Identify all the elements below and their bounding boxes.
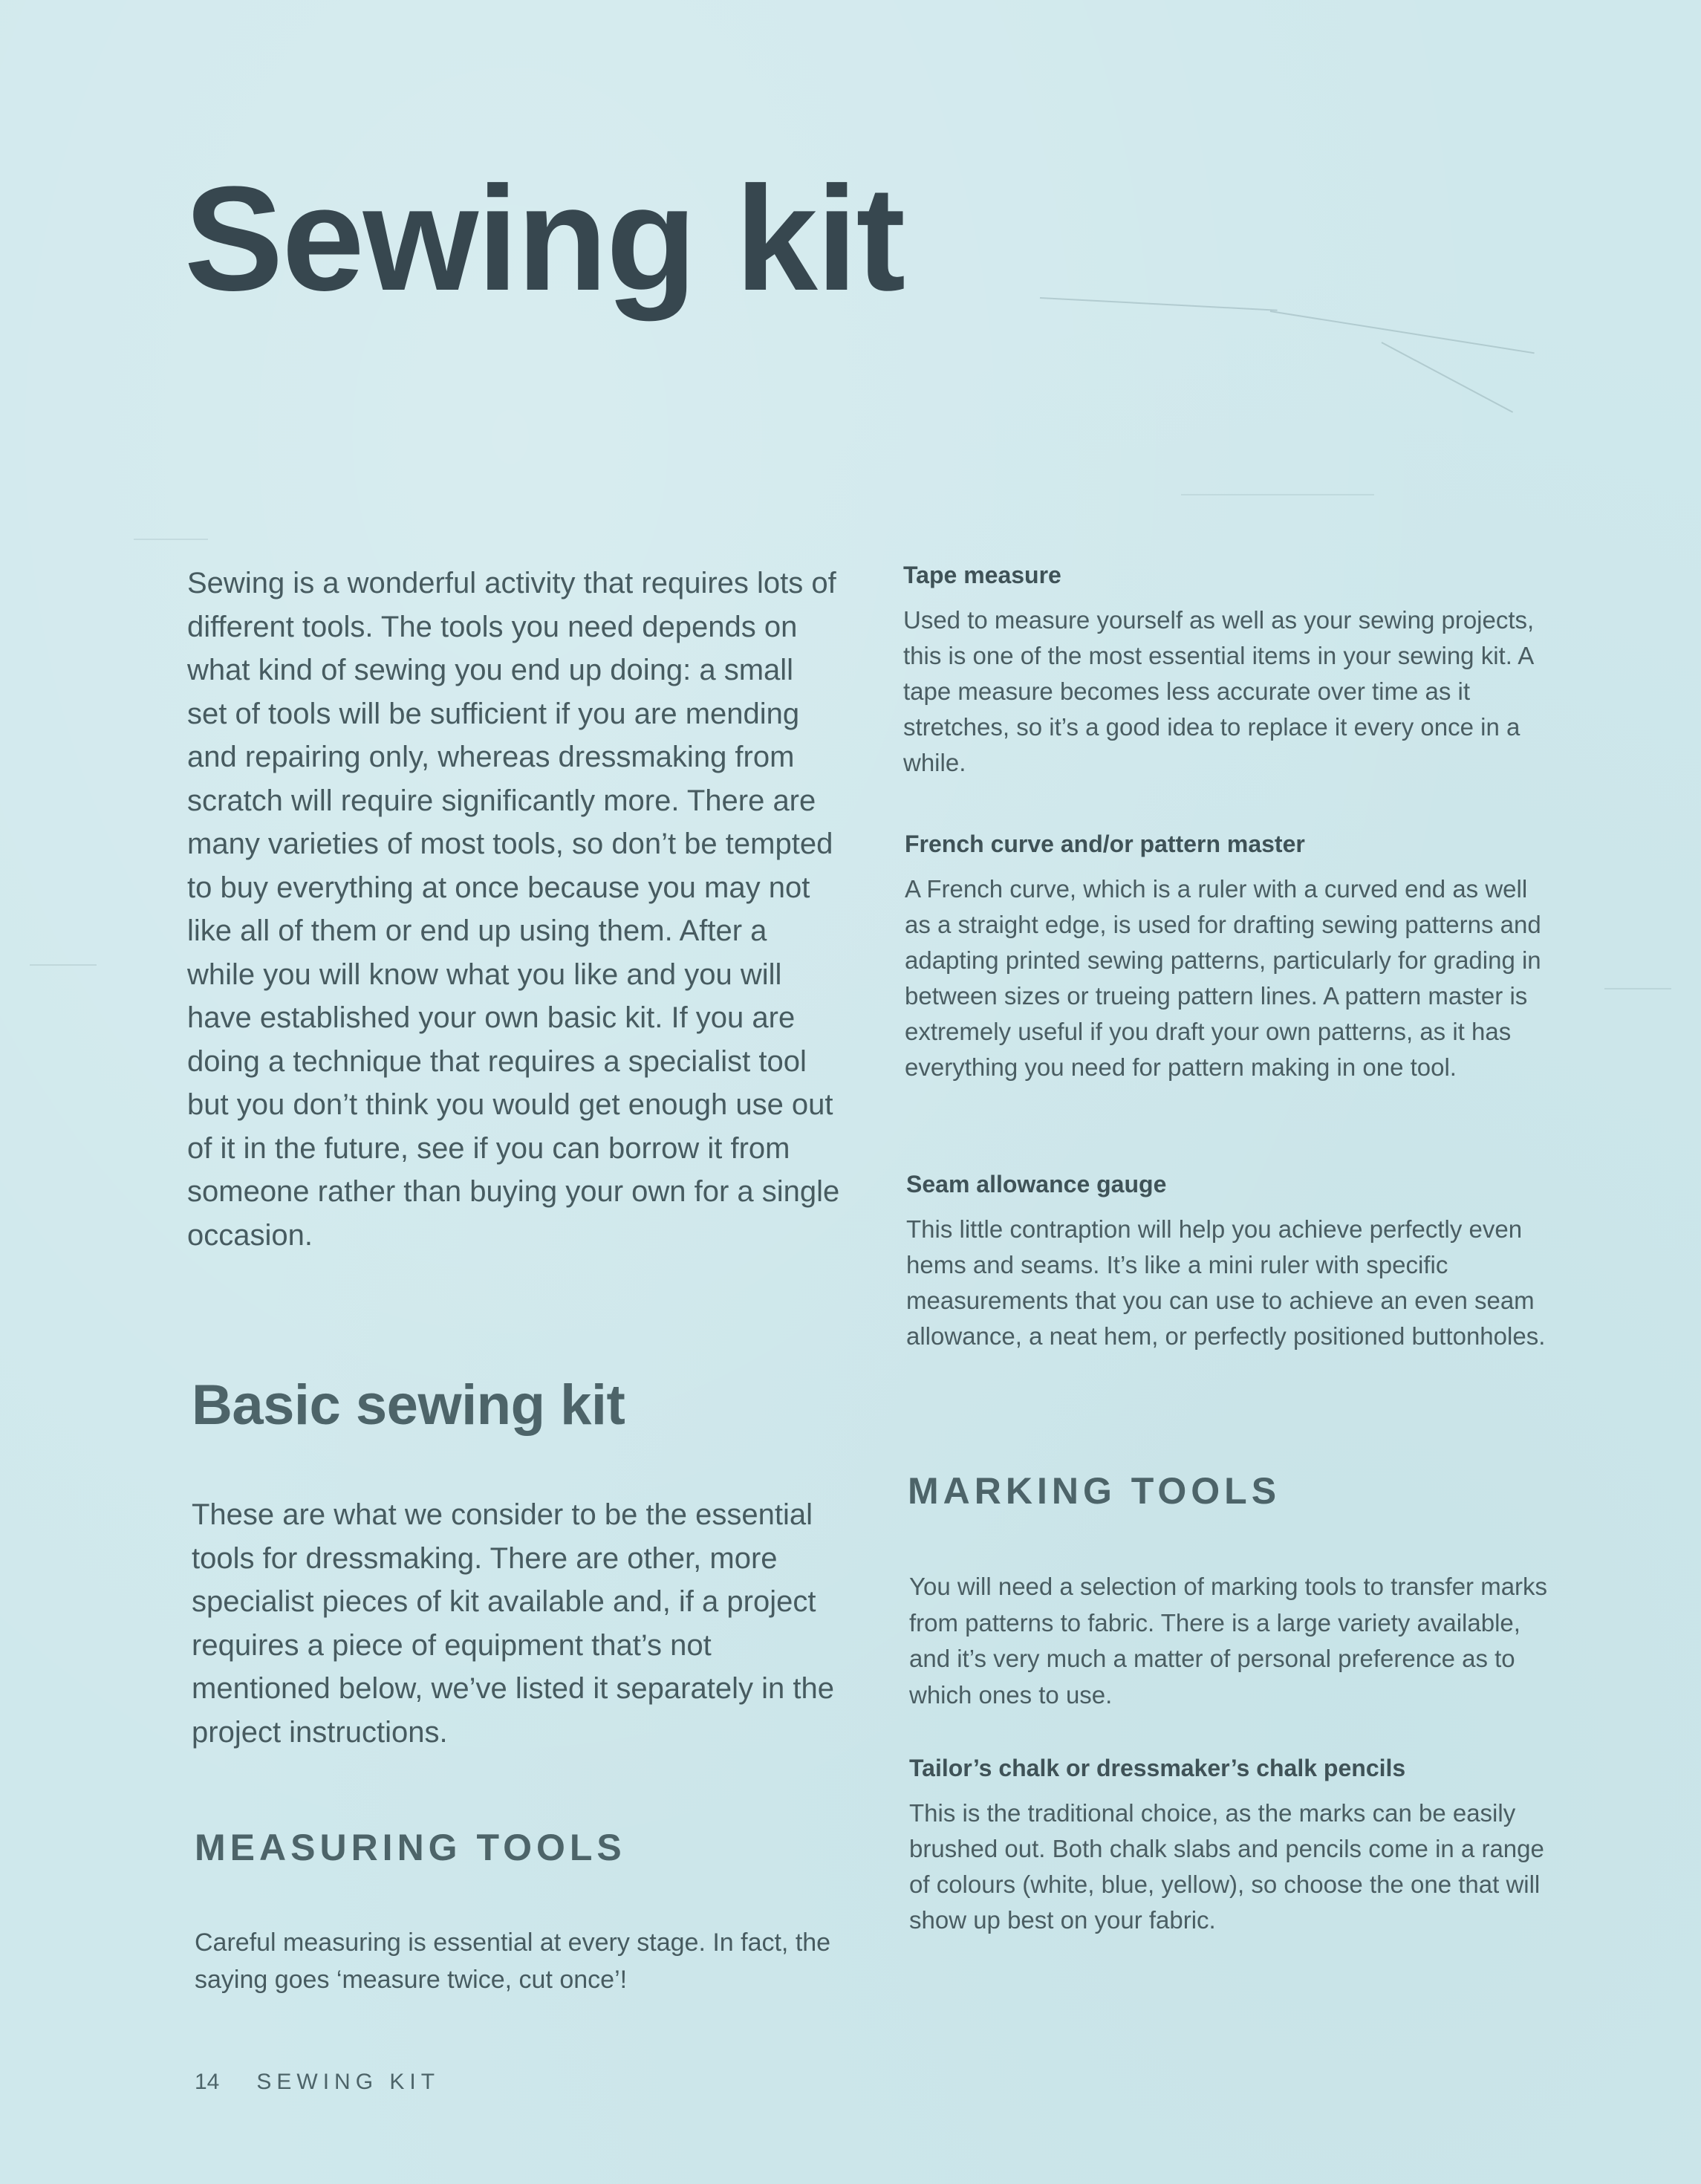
tool-name: French curve and/or pattern master	[905, 831, 1305, 857]
tool-entry-french-curve	[905, 831, 1558, 1085]
tool-name: Tape measure	[903, 562, 1061, 588]
tool-description: This is the traditional choice, as the marks can be easily brushed out. Both chalk slabs and pencils come in a range of colours (white, blue, yellow), so choose the one that will show up best on your fabric.	[909, 1799, 1544, 1934]
measuring-tools-paragraph: Careful measuring is essential at every stage. In fact, the saying goes ‘measure twice, cut once’!	[195, 1928, 831, 1994]
tool-name: Tailor’s chalk or dressmaker’s chalk pencils	[909, 1755, 1406, 1781]
marking-tools-paragraph: You will need a selection of marking tools to transfer marks from patterns to fabric. There is a large variety available, and it’s very much a matter of personal preference as to which ones to use.	[909, 1573, 1548, 1709]
page-title: Sewing kit	[184, 156, 905, 322]
tool-description: This little contraption will help you achieve perfectly even hems and seams. It’s like a mini ruler with specific measurements that you can use to achieve an even seam allowance, a neat hem, or perfectly positioned buttonholes.	[906, 1215, 1546, 1350]
left-column	[187, 562, 841, 1257]
running-title: SEWING KIT	[256, 2070, 440, 2094]
tool-description: Used to measure yourself as well as your sewing projects, this is one of the most essential items in your sewing kit. A tape measure becomes less accurate over time as it stretches, so it’s a good idea to replace it every once in a while.	[903, 606, 1535, 776]
tool-entry-seam-allowance-gauge	[906, 1171, 1560, 1354]
paper-scratch	[134, 539, 208, 540]
paper-scratch	[1181, 494, 1374, 495]
tool-entry-tape-measure	[903, 562, 1557, 781]
paper-scratch	[1382, 342, 1514, 413]
tool-entry-tailors-chalk	[909, 1755, 1563, 1938]
paper-scratch	[1270, 311, 1535, 354]
page-number: 14	[195, 2070, 220, 2094]
basic-kit-paragraph: These are what we consider to be the essential tools for dressmaking. There are other, more specialist pieces of kit available and, if a project requires a piece of equipment that’s not mentioned below, we’ve listed it separately in the project instructions.	[192, 1498, 834, 1749]
intro-paragraph: Sewing is a wonderful activity that requires lots of different tools. The tools you need depends on what kind of sewing you end up doing: a small set of tools will be sufficient if you are mending and repairing only, whereas dressmaking from scratch will require significantly more. There are many varieties of most tools, so don’t be tempted to buy everything at once because you may not like all of them or end up using them. After a while you will know what you like and you will have established your own basic kit. If you are doing a technique that requires a specialist tool but you don’t think you would get enough use out of it in the future, see if you can borrow it from someone rather than buying your own for a single occasion.	[187, 567, 840, 1252]
measuring-tools-heading: MEASURING TOOLS	[195, 1827, 626, 1868]
paper-scratch	[30, 964, 97, 966]
tool-name: Seam allowance gauge	[906, 1171, 1167, 1197]
page-footer	[195, 2070, 440, 2095]
paper-scratch	[1604, 988, 1671, 989]
paper-scratch	[1040, 297, 1278, 311]
marking-tools-heading: MARKING TOOLS	[908, 1470, 1281, 1512]
tool-description: A French curve, which is a ruler with a curved end as well as a straight edge, is used for drafting sewing patterns and adapting printed sewing patterns, particularly for grading in between sizes or trueing pattern lines. A pattern master is extremely useful if you draft your own patterns, as it has everything you need for pattern making in one tool.	[905, 875, 1541, 1081]
basic-sewing-kit-heading: Basic sewing kit	[192, 1374, 625, 1437]
